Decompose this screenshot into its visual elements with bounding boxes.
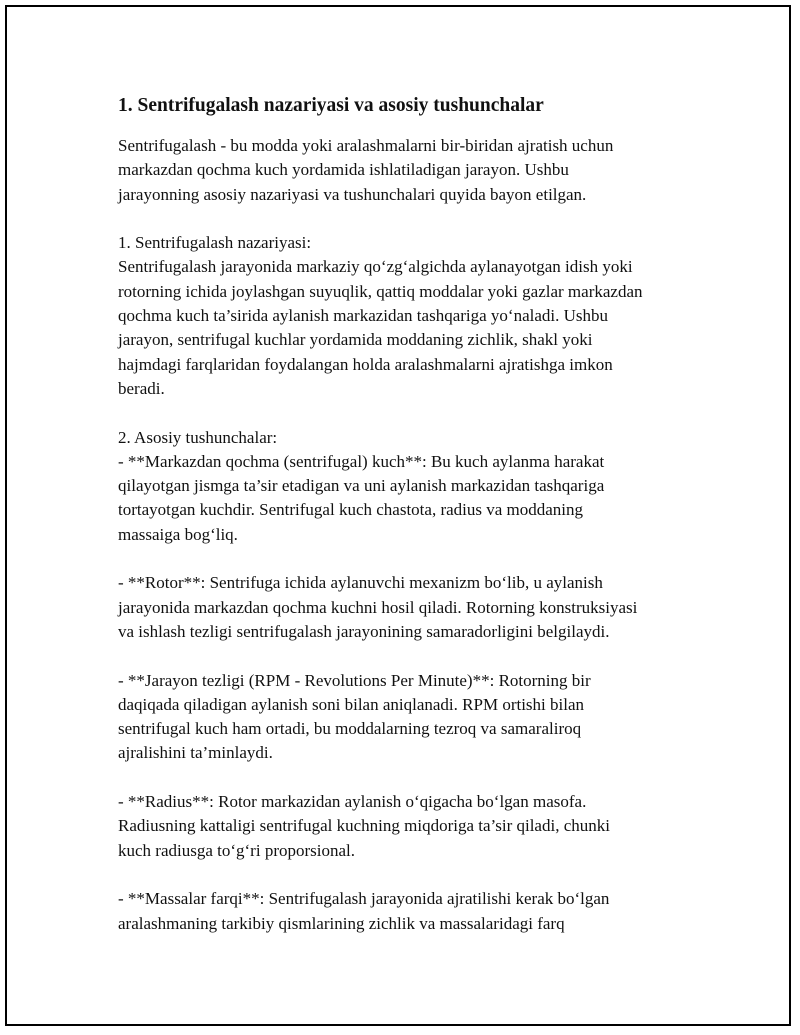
text-line: rotorning ichida joylashgan suyuqlik, qattiq moddalar yoki gazlar markazdan: [118, 281, 643, 301]
text-line: jarayonida markazdan qochma kuchni hosil qiladi. Rotorning konstruksiyasi: [118, 597, 638, 617]
text-line: markazdan qochma kuch yordamida ishlatiladigan jarayon. Ushbu: [118, 160, 569, 180]
text-line: Sentrifugalash - bu modda yoki aralashmalarni bir-biridan ajratish uchun: [118, 136, 614, 155]
concepts-section: [118, 426, 698, 547]
text-line: - **Rotor**: Sentrifuga ichida aylanuvchi mexanizm bo‘lib, u aylanish: [118, 573, 603, 593]
text-line: jarayonning asosiy nazariyasi va tushunchalari quyida bayon etilgan.: [118, 184, 587, 204]
text-line: ajralishini ta’minlaydi.: [118, 743, 273, 763]
mass-difference-paragraph: [118, 887, 698, 936]
text-line: sentrifugal kuch ham ortadi, bu moddalarning tezroq va samaraliroq: [118, 719, 582, 739]
text-line: - **Radius**: Rotor markazidan aylanish o‘qigacha bo‘lgan masofa.: [118, 792, 587, 812]
text-line: - **Jarayon tezligi (RPM - Revolutions Per Minute)**: Rotorning bir: [118, 670, 591, 690]
text-line: tortayotgan kuchdir. Sentrifugal kuch chastota, radius va moddaning: [118, 500, 584, 520]
text-line: aralashmaning tarkibiy qismlarining zichlik va massalaridagi farq: [118, 913, 565, 933]
text-line: beradi.: [118, 378, 165, 398]
text-line: hajmdagi farqlaridan foydalangan holda aralashmalarni ajratishga imkon: [118, 354, 613, 374]
rotor-paragraph: [118, 571, 698, 644]
document-title: 1. Sentrifugalash nazariyasi va asosiy tushunchalar: [118, 95, 544, 116]
theory-section: [118, 231, 698, 401]
section-heading: 1. Sentrifugalash nazariyasi:: [118, 233, 312, 253]
text-line: qilayotgan jismga ta’sir etadigan va uni aylanish markazidan tashqariga: [118, 476, 605, 496]
text-line: - **Markazdan qochma (sentrifugal) kuch**: Bu kuch aylanma harakat: [118, 451, 605, 471]
text-line: jarayon, sentrifugal kuchlar yordamida moddaning zichlik, shakl yoki: [118, 330, 593, 350]
text-line: va ishlash tezligi sentrifugalash jarayonining samaradorligini belgilaydi.: [118, 621, 610, 641]
rpm-paragraph: [118, 669, 698, 766]
text-line: - **Massalar farqi**: Sentrifugalash jarayonida ajratilishi kerak bo‘lgan: [118, 889, 610, 909]
text-line: Sentrifugalash jarayonida markaziy qo‘zg‘algichda aylanayotgan idish yoki: [118, 257, 633, 277]
section-heading: 2. Asosiy tushunchalar:: [118, 427, 278, 447]
text-line: Radiusning kattaligi sentrifugal kuchning miqdoriga ta’sir qiladi, chunki: [118, 816, 610, 836]
document-body: [118, 94, 698, 960]
text-line: daqiqada qiladigan aylanish soni bilan aniqlanadi. RPM ortishi bilan: [118, 694, 585, 714]
radius-paragraph: [118, 790, 698, 863]
intro-paragraph: [118, 134, 698, 207]
text-line: massaiga bog‘liq.: [118, 524, 238, 544]
text-line: qochma kuch ta’sirida aylanish markazidan tashqariga yo‘naladi. Ushbu: [118, 306, 609, 326]
text-line: kuch radiusga to‘g‘ri proporsional.: [118, 840, 355, 860]
